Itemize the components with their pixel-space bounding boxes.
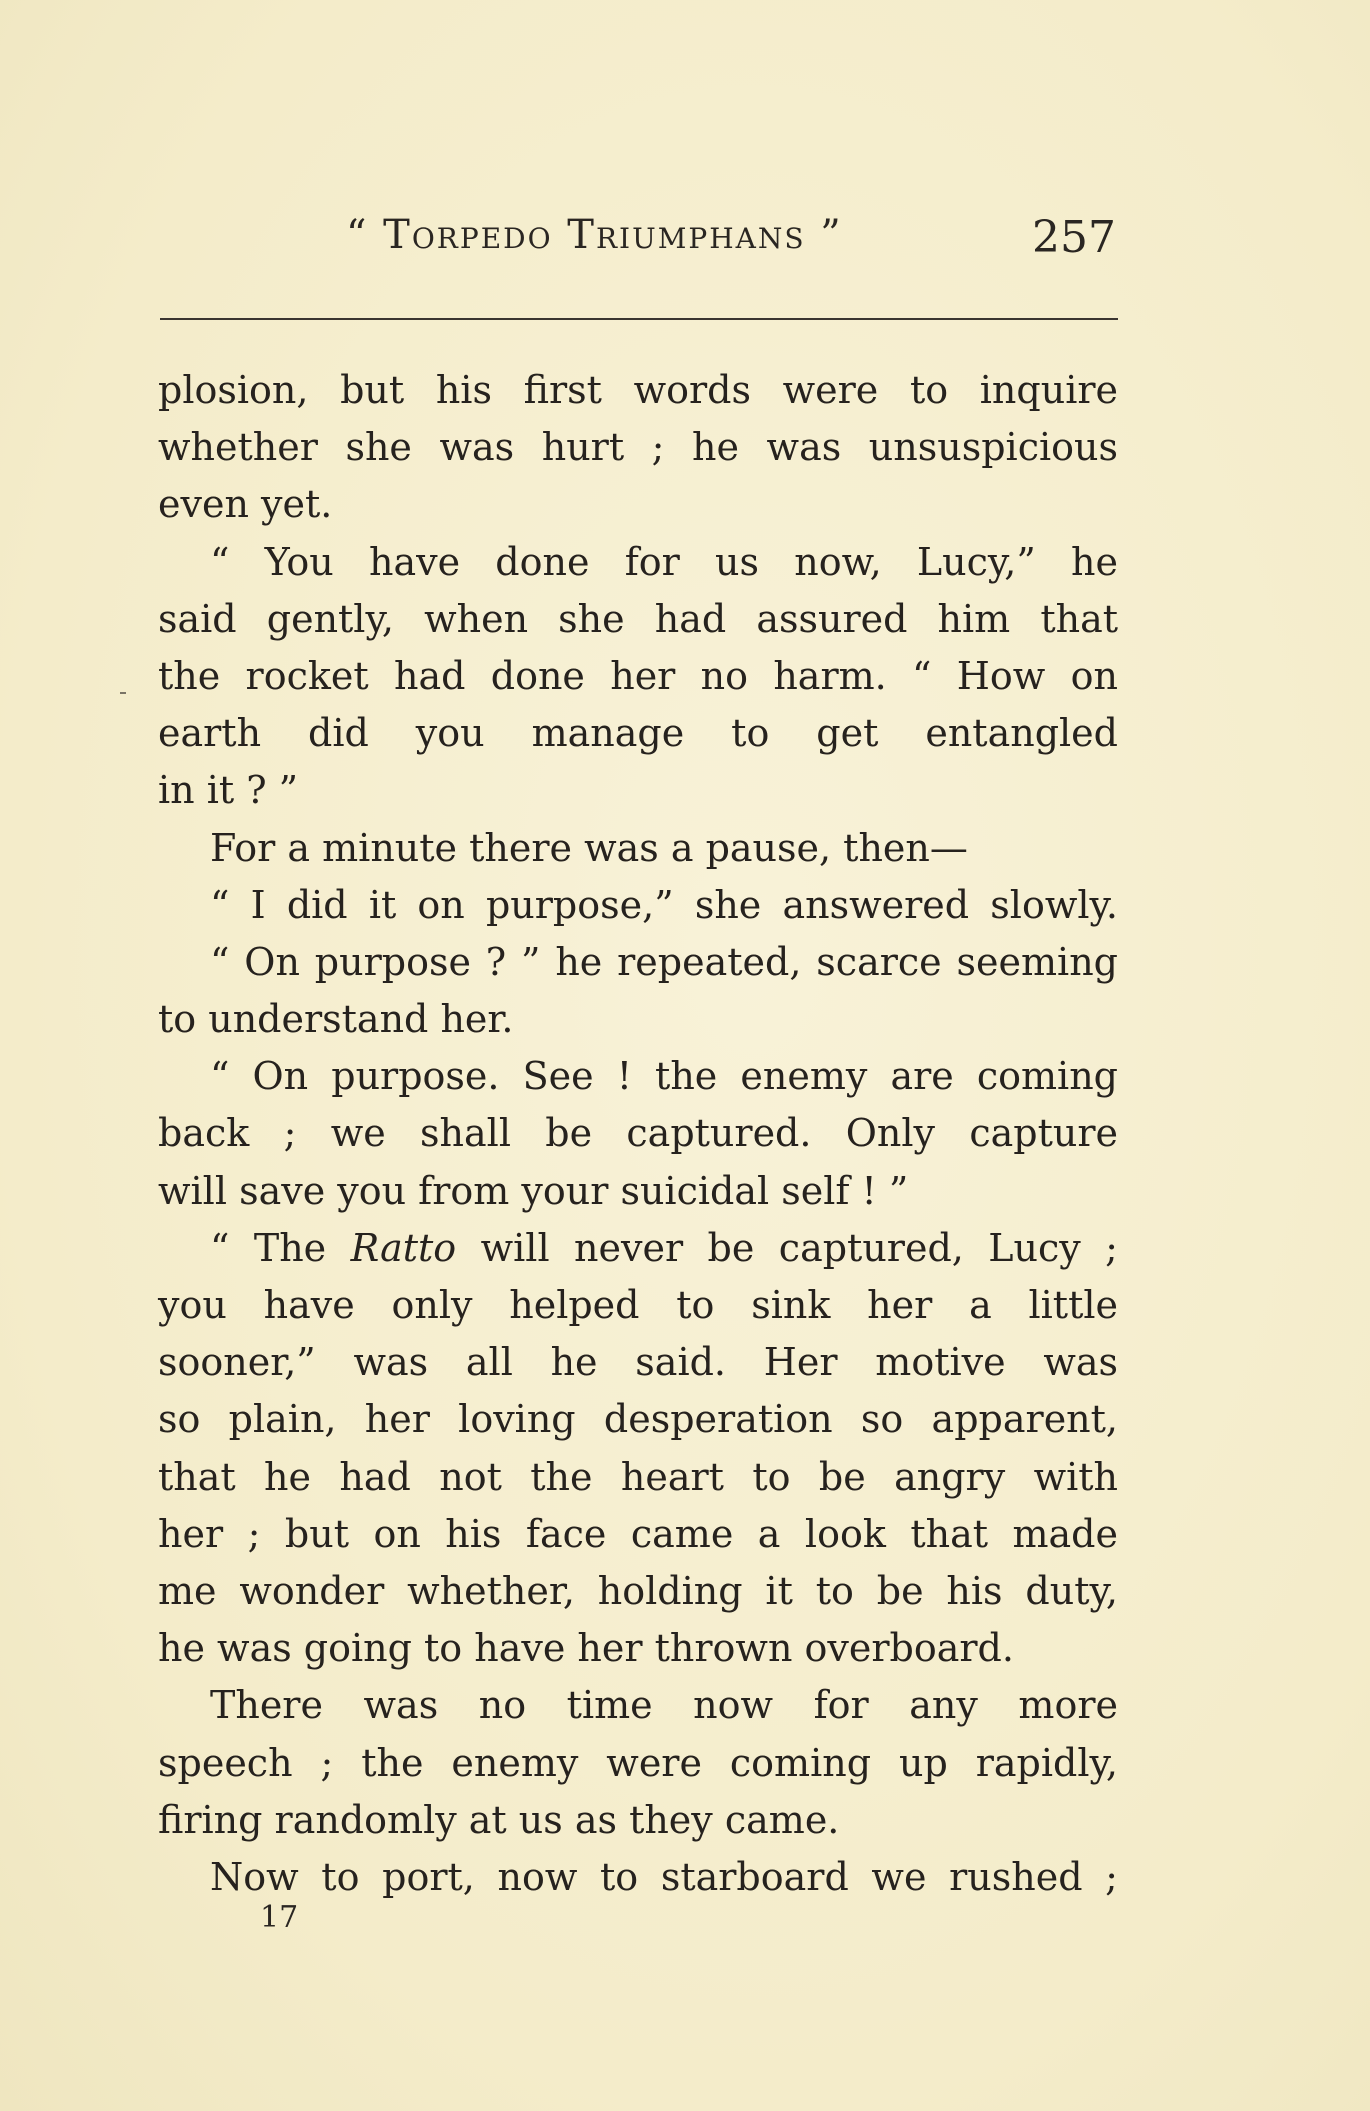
text-segment: Now to port, now to starboard we rushed ; (210, 1854, 1118, 1899)
text-line (158, 991, 1118, 1048)
text-segment: so plain, her loving desperation so apparent, (158, 1397, 1118, 1442)
text-line (158, 1506, 1118, 1563)
text-segment: even yet. (158, 482, 333, 527)
text-line (158, 1220, 1118, 1277)
text-segment: that he had not the heart to be angry with (158, 1454, 1118, 1499)
text-segment: to understand her. (158, 997, 514, 1042)
text-segment: “ You have done for us now, Lucy,” he (210, 539, 1118, 584)
text-segment: said gently, when she had assured him that (158, 596, 1118, 641)
text-line (158, 1849, 1118, 1906)
text-line (158, 1677, 1118, 1734)
text-segment: plosion, but his first words were to inquire (158, 368, 1118, 412)
text-segment: speech ; the enemy were coming up rapidly, (158, 1740, 1118, 1785)
page-header (156, 212, 1116, 282)
italic-ship-name: Ratto (350, 1225, 457, 1270)
text-line (158, 877, 1118, 934)
text-segment: will save you from your suicidal self ! ” (158, 1168, 909, 1213)
text-line (158, 1620, 1118, 1677)
running-head: “ Torpedo Triumphans ” (346, 212, 843, 258)
text-segment: There was no time now for any more (210, 1683, 1118, 1728)
text-segment: sooner,” was all he said. Her motive was (158, 1340, 1118, 1385)
page-number: 257 (1032, 212, 1116, 263)
text-segment: you have only helped to sink her a little (158, 1283, 1118, 1327)
text-line (158, 1277, 1118, 1334)
text-segment: For a minute there was a pause, then— (210, 825, 968, 870)
text-segment: firing randomly at us as they came. (158, 1797, 840, 1842)
text-line (158, 1105, 1118, 1162)
text-line (158, 648, 1118, 705)
text-segment: her ; but on his face came a look that made (158, 1511, 1118, 1556)
text-segment: back ; we shall be captured. Only capture (158, 1111, 1118, 1156)
text-segment: earth did you manage to get entangled (158, 711, 1118, 756)
text-line (158, 1563, 1118, 1620)
text-segment: me wonder whether, holding it to be his duty, (158, 1568, 1118, 1613)
text-line (158, 762, 1118, 819)
text-line (158, 1048, 1118, 1105)
text-line (158, 534, 1118, 591)
text-line (158, 1735, 1118, 1792)
text-line (158, 476, 1118, 533)
text-segment: “ I did it on purpose,” she answered slowly. (210, 882, 1118, 927)
text-line (158, 1449, 1118, 1506)
text-segment: “ The (210, 1225, 351, 1270)
text-segment: “ On purpose ? ” he repeated, scarce seeming (210, 939, 1118, 984)
text-line (158, 1391, 1118, 1448)
text-segment: in it ? ” (158, 768, 299, 813)
body-text (158, 362, 1118, 1906)
text-line (158, 1792, 1118, 1849)
header-rule (160, 318, 1118, 320)
text-line (158, 820, 1118, 877)
text-line (158, 591, 1118, 648)
text-line (158, 419, 1118, 476)
text-line (158, 705, 1118, 762)
margin-mark (120, 692, 126, 694)
text-segment: the rocket had done her no harm. “ How on (158, 653, 1118, 698)
text-line (158, 934, 1118, 991)
text-segment: “ On purpose. See ! the enemy are coming (210, 1054, 1118, 1099)
text-segment: whether she was hurt ; he was unsuspicious (158, 425, 1118, 470)
text-line (158, 362, 1118, 419)
text-segment: will never be captured, Lucy ; (456, 1225, 1118, 1270)
signature-mark: 17 (260, 1900, 299, 1935)
text-segment: he was going to have her thrown overboard. (158, 1626, 1014, 1671)
text-line (158, 1334, 1118, 1391)
text-line (158, 1163, 1118, 1220)
